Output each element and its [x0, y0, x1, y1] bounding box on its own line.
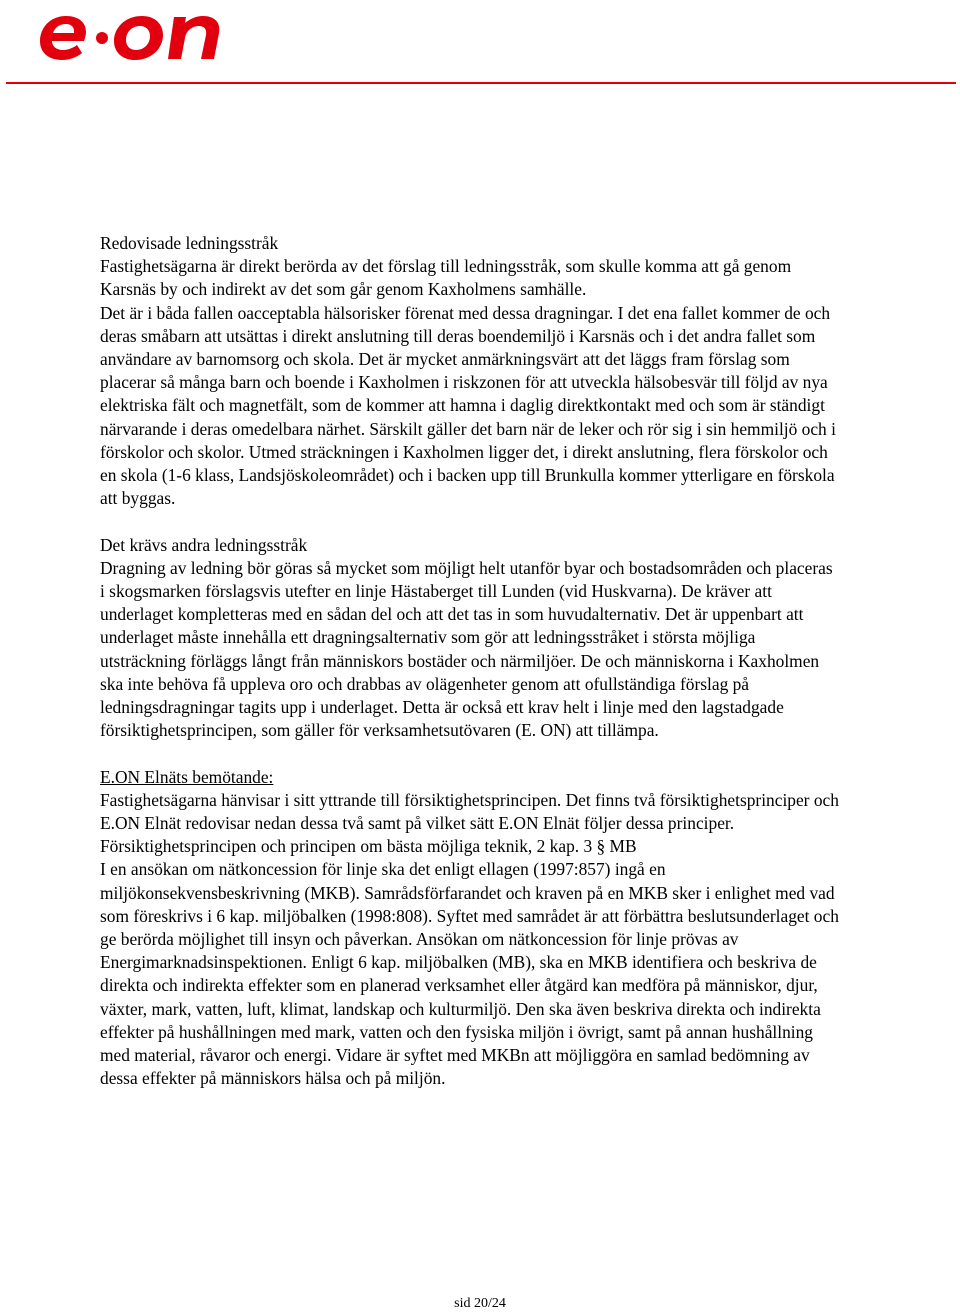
- page-number: sid 20/24: [454, 1296, 506, 1311]
- subheading: Försiktighetsprincipen och principen om bästa möjliga teknik, 2 kap. 3 § MB: [100, 836, 637, 857]
- paragraph: Fastighetsägarna hänvisar i sitt yttrande till försiktighetsprincipen. Det finns två försiktighetsprinciper och E.ON Elnät redovisar nedan dessa två samt på vilket sätt E.ON Elnät följer dessa principer.: [100, 789, 839, 834]
- document-body: [100, 232, 840, 1090]
- paragraph: Dragning av ledning bör göras så mycket som möjligt helt utanför byar och bostadsområden och placeras i skogsmarken förslagsvis utefter en linje Hästaberget till Lunden (vid Huskvarna). De kräver att underlaget kompletteras med en sådan del och att det tas in som huvudalternativ. Det är uppenbart att underlaget måste innehålla ett dragningsalternativ som gör att ledningsstråket i största möjliga utsträckning förläggs långt från människors bostäder och närmiljöer. De och människorna i Kaxholmen ska inte behöva få uppleva oro och drabbas av olägenheter genom att ofullständiga förslag på ledningsdragningar tagits upp i underlaget. Detta är också ett krav helt i linje med den lagstadgade försiktighetsprincipen, som gäller för verksamhetsutövaren (E. ON) att tillämpa.: [100, 557, 833, 741]
- section-heading-underlined: E.ON Elnäts bemötande:: [100, 766, 274, 787]
- paragraph: Fastighetsägarna är direkt berörda av det förslag till ledningsstråk, som skulle komma att gå genom Karsnäs by och indirekt av det som går genom Kaxholmens samhälle.: [100, 256, 792, 300]
- eon-logo: [36, 4, 226, 62]
- section-heading: Det krävs andra ledningsstråk: [100, 534, 308, 555]
- paragraph: Det är i båda fallen oacceptabla hälsorisker förenat med dessa dragningar. I det ena fallet kommer de och deras småbarn att utsättas i direkt anslutning till deras boendemiljö i Karsnäs och i det andra fallet som användare av barnomsorg och skola. Det är mycket anmärkningsvärt att det läggs fram förslag som placerar så många barn och boende i Kaxholmen i riskzonen för att utveckla hälsobesvär till följd av nya elektriska fält och magnetfält, som de kommer att hamna i daglig direktkontakt med och som är ständigt närvarande i deras omedelbara närhet. Särskilt gäller det barn när de leker och rör sig i sin hemmiljö och i förskolor och skolor. Utmed sträckningen i Kaxholmen ligger det, i direkt anslutning, flera förskolor och en skola (1-6 klass, Landsjöskoleområdet) och i backen upp till Brunkulla kommer ytterligare en förskola att byggas.: [100, 302, 836, 509]
- page-header: [0, 0, 960, 86]
- paragraph-gap: [100, 742, 840, 765]
- paragraph-gap: [100, 510, 840, 533]
- section-heading: Redovisade ledningsstråk: [100, 233, 279, 253]
- header-divider: [6, 82, 956, 84]
- paragraph: I en ansökan om nätkoncession för linje ska det enligt ellagen (1997:857) ingå en miljökonsekvensbeskrivning (MKB). Samrådsförfarandet och kraven på en MKB sker i enlighet med vad som föreskrivs i 6 kap. miljöbalken (1998:808). Syftet med samrådet är att förbättra beslutsunderlaget och ge berörda möjlighet till insyn och påverkan. Ansökan om nätkoncession för linje prövas av Energimarknadsinspektionen. Enligt 6 kap. miljöbalken (MB), ska en MKB identifiera och beskriva de direkta och indirekta effekter som en planerad verksamhet eller åtgärd kan medföra på människor, djur, växter, mark, vatten, luft, klimat, landskap och kulturmiljö. Den ska även beskriva direkta och indirekta effekter på hushållningen med mark, vatten och den fysiska miljön i övrigt, samt på annan hushållning med material, råvaror och energi. Vidare är syftet med MKBn att möjliggöra en samlad bedömning av dessa effekter på människors hälsa och på miljön.: [100, 859, 839, 1089]
